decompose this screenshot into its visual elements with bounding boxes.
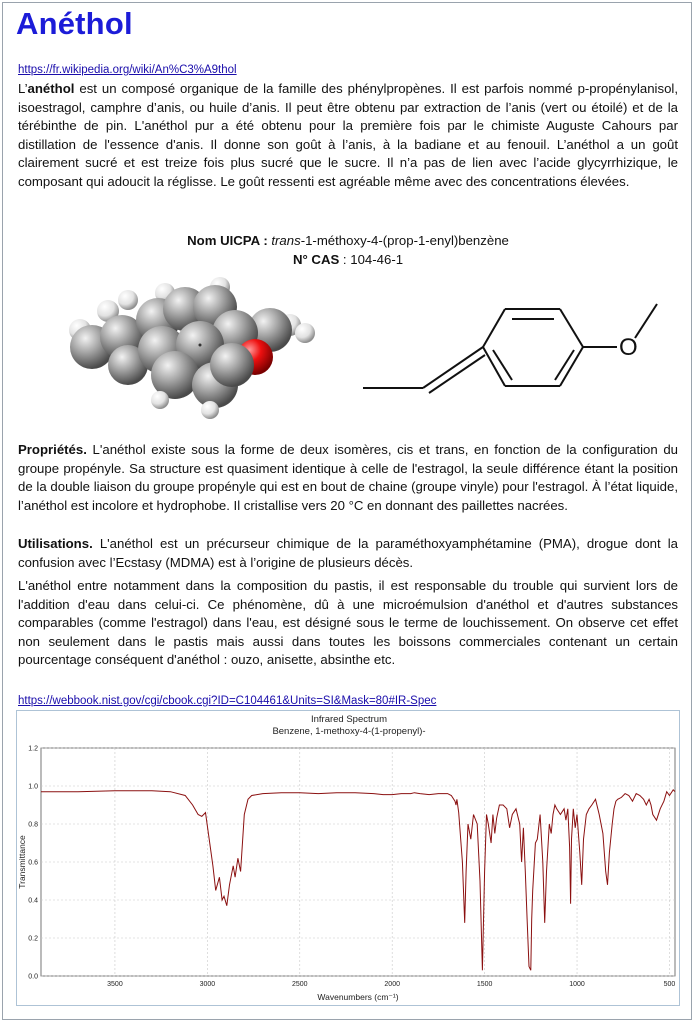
molecule-skeletal-structure [355, 292, 665, 402]
x-tick-label: 1500 [476, 981, 493, 988]
uses-label: Utilisations. [18, 536, 93, 551]
intro-paragraph [18, 80, 678, 192]
x-axis-label: Wavenumbers (cm⁻¹) [317, 992, 399, 1002]
molecule-3d-model [50, 275, 320, 425]
atoms-front [138, 310, 273, 419]
y-tick-label: 1.2 [28, 745, 38, 753]
cas-value: : 104-46-1 [339, 251, 404, 267]
y-tick-label: 0.2 [28, 935, 38, 943]
iupac-name: -1-méthoxy-4-(prop-1-enyl)benzène [300, 233, 509, 248]
uses-text: L'anéthol est un précurseur chimique de la paraméthoxyamphétamine (PMA), drogue dont la confusion avec l’Ecstasy (MDMA) est à l’origine de plusieurs décès. [18, 536, 678, 570]
wikipedia-link[interactable]: https://fr.wikipedia.org/wiki/An%C3%A9thol [18, 64, 237, 76]
oxygen-label: O [619, 334, 638, 361]
iupac-line [0, 232, 696, 251]
page-title: Anéthol [16, 6, 133, 41]
iupac-label: Nom UICPA : [187, 233, 272, 248]
chart-subtitle: Benzene, 1-methoxy-4-(1-propenyl)- [272, 726, 426, 737]
iupac-prefix: trans [271, 233, 301, 248]
intro-name: anéthol [27, 81, 75, 96]
y-tick-label: 0.6 [28, 859, 38, 867]
chart-title: Infrared Spectrum [310, 714, 388, 725]
intro-text: est un composé organique de la famille des phénylpropènes. Il est parfois nommé p-propénylanisol, isoestragol, camphre d’anis, ou huile d’anis. Il peut être obtenu par extraction de l’anis (vert ou étoilé) et de la térébinthe de pin. L'anéthol pur a été obtenu pour la première fois par le chimiste Auguste Cahours par distillation de l'essence d'anis. Il donne son goût à l’anis, à la badiane et au fenouil. L’anéthol a un goût clairement sucré et est treize fois plus sucré que le sucre. Il n’a pas de lien avec l’acide glycyrrhizique, le composant qui adoucit la réglisse. Le goût ressenti est agréable même avec des concentrations élevées. [18, 81, 678, 189]
intro-lead: L’ [18, 81, 28, 96]
x-tick-label: 500 [663, 981, 676, 988]
properties-text: L'anéthol existe sous la forme de deux isomères, cis et trans, en fonction de la configuration du groupe propényle. Sa structure est quasiment identique à celle de l'estragol, la seule différence étant la position de la double liaison du groupe propényle qui est en bout de chaine (groupe vinyle) pour l'estragol. À l’état liquide, l’anéthol est incolore et hydrophobe. Il cristallise vers 20 °C en donnant des paillettes nacrées. [18, 442, 678, 513]
x-tick-label: 3000 [199, 981, 216, 988]
uses-paragraph [18, 535, 678, 572]
nist-link[interactable]: https://webbook.nist.gov/cgi/cbook.cgi?ID=C104461&Units=SI&Mask=80#IR-Spec [18, 695, 437, 707]
bonds [363, 304, 657, 393]
cas-label: N° CAS [292, 251, 340, 267]
y-tick-label: 0.0 [28, 973, 38, 981]
identifiers [0, 232, 696, 270]
x-tick-label: 1000 [569, 981, 585, 988]
pastis-paragraph: L'anéthol entre notamment dans la composition du pastis, il est responsable du trouble qui survient lors de l'addition d'eau dans celui-ci. Ce phénomène, dû à une microémulsion d'anéthol et d'autres substances comparables (comme l'estragol) dans l'eau, est désigné sous le terme de louchissement. On observe cet effet non seulement dans le pastis mais aussi dans toutes les boissons commerciales contenant un certain pourcentage conséquent d'anéthol : ouzo, anisette, absinthe etc. [18, 578, 678, 668]
properties-label: Propriétés. [18, 442, 87, 457]
ir-spectrum-panel [16, 710, 680, 1006]
y-tick-label: 0.4 [28, 897, 38, 905]
x-tick-label: 2500 [291, 981, 308, 988]
y-axis-label: Transmittance [17, 835, 27, 889]
cas-line [0, 251, 696, 270]
y-tick-label: 0.8 [28, 821, 38, 829]
x-tick-label: 3500 [107, 981, 123, 988]
ir-spectrum-chart [17, 711, 679, 1005]
x-tick-label: 2000 [384, 981, 400, 988]
properties-paragraph [18, 441, 678, 515]
y-tick-label: 1.0 [28, 783, 38, 791]
